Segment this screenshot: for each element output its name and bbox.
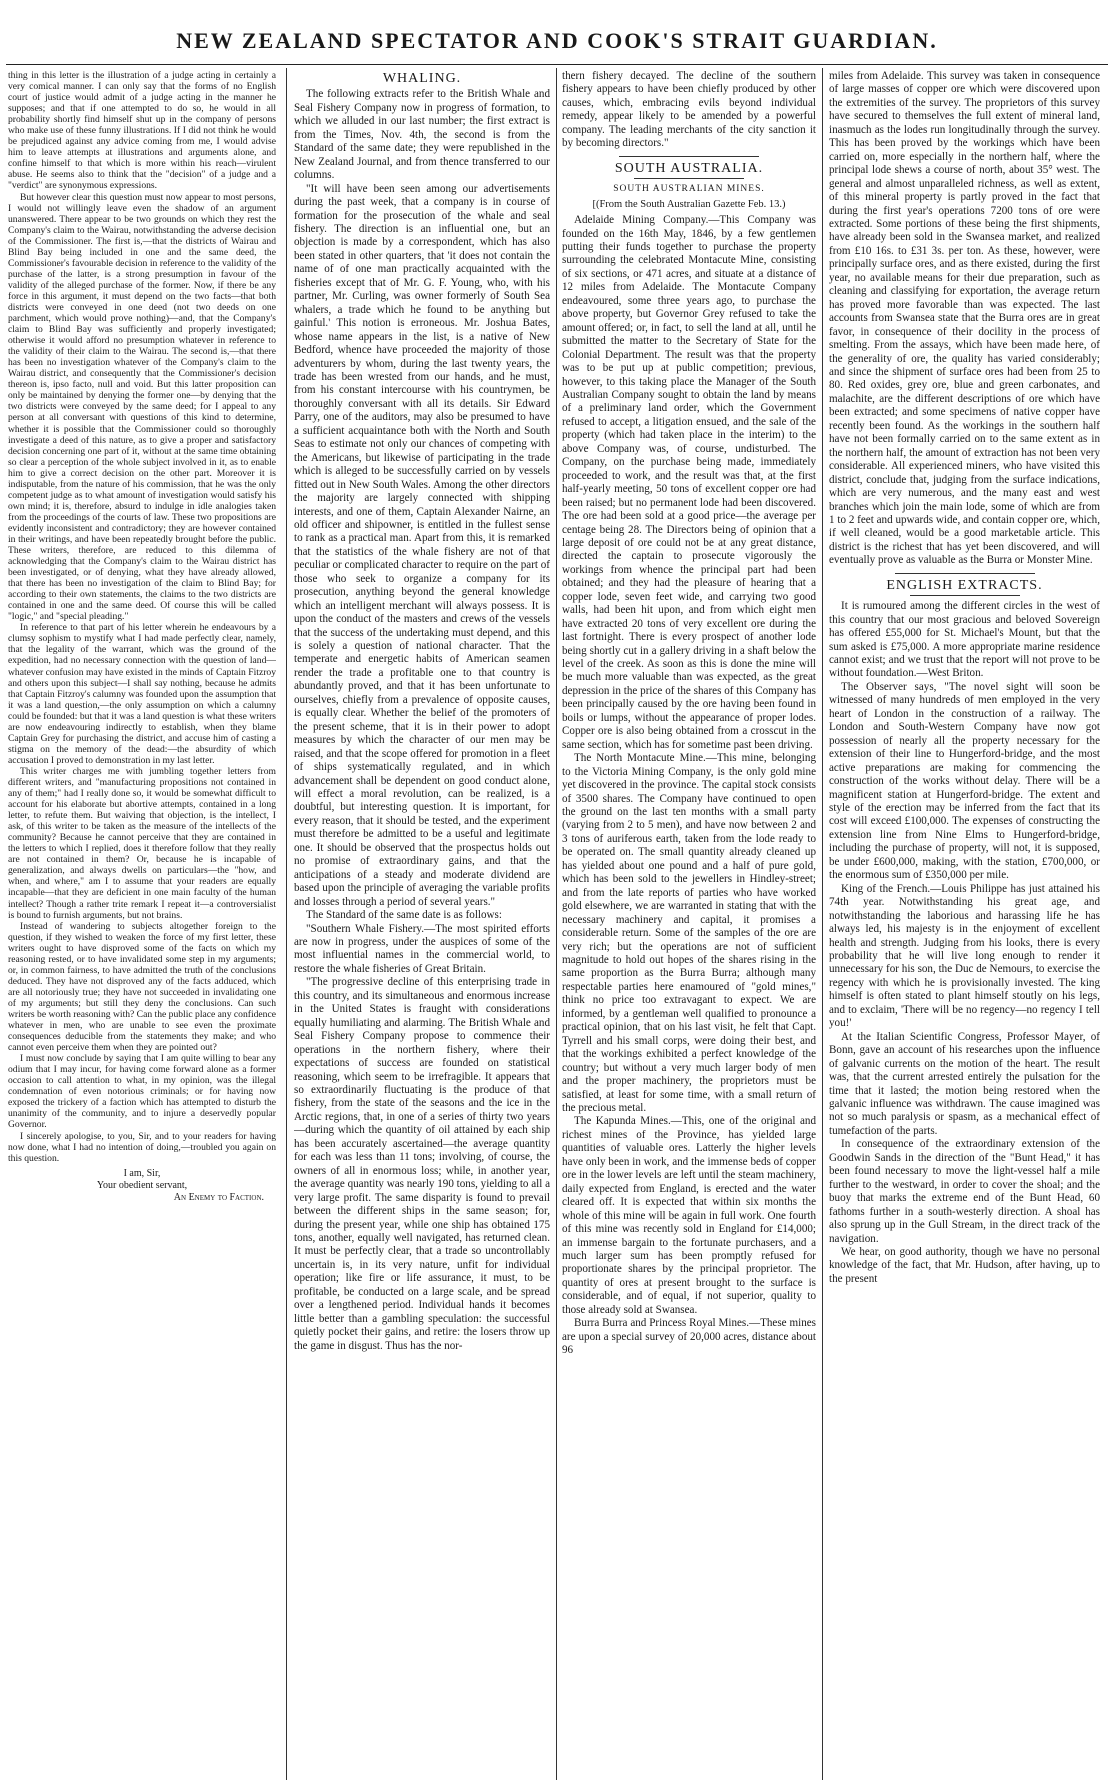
paragraph: "It will have been seen among our advertisements during the past week, that a company is in course of formation for the prosecution of the whale and seal fishery. The direction is an influential one, but an objection is made by a correspondent, which has also been stated in other quarters, that 'it does not contain the name of of one man practically acquainted with the fisheries except that of Mr. G. F. Young, who, with his partner, Mr. Curling, was owner formerly of South Sea whalers, a trade which he found to be anything but gainful.' This notion is erroneous. Mr. Joshua Bates, whose name appears in the list, is a native of New Bedford, whence have proceeded the majority of those adventurers by whom, during the last twenty years, the trade has been wrested from our hands, and he must, from his constant intercourse with his countrymen, be thoroughly conversant with all its details. Sir Edward Parry, one of the auditors, may also be presumed to have a sufficient acquaintance both with the North and South Seas to estimate not only our chances of competing with the Americans, but likewise of participating in the trade which is alleged to be successfully carried on by vessels fitted out in New South Wales. Among the other directors the majority are largely connected with shipping interests, and one of them, Captain Alexander Nairne, an old officer and shipowner, is entitled in the fullest sense to rank as a practical man. Apart from this, it is remarked that the statistics of the whale fishery are not of that peculiar or complicated character to require on the part of those who seek to organize a company for its prosecution, anything beyond the general knowledge which an intelligent merchant will always possess. It is upon the conduct of the masters and crews of the vessels that the success of the undertaking must depend, and this is solely a question of national character. That the temperate and energetic habits of American seamen render the trade a profitable one to that country is abundantly proved, and that it has been unfortunate to ourselves, chiefly from a prevalence of opposite causes, is equally clear. Whether the belief of the promoters of the present scheme, that it is in their power to adopt measures by which the character of our men may be raised, and that the scope offered for promotion in a fleet of ships systematically regulated, and in which advancement shall be dependent on good conduct alone, will effect a moral revolution, can be realized, is a doubtful, but interesting question. It is important, for every reason, that it should be tested, and the experiment must therefore be admitted to be a useful and legitimate one. It should be observed that the prospectus holds out no promise of extraordinary gains, and that the anticipations of a steady and moderate dividend are based upon the principle of averaging the variable profits and losses through a period of several years." [294, 182, 550, 908]
paragraph: In reference to that part of his letter wherein he endeavours by a clumsy sophism to mystify what I had made perfectly clear, namely, that the legality of the warrant, which was the ground of the expedition, had no necessary connection with the question of land—whatever confusion may have existed in the minds of Captain Fitzroy and others upon this subject—I shall say nothing, because he admits that Captain Fitzroy's calumny was founded upon the assumption that it was a land question,—the only assumption on which a calumny could be founded: but that it was a land question is what these writers are now endeavouring indirectly to establish, when they blame Captain Grey for purchasing the district, and accuse him of casting a stigma on the memory of the dead:—the absurdity of which accusation I proved to demonstration in my last letter. [8, 622, 276, 766]
section-rule [895, 573, 1035, 574]
column-1 [8, 70, 276, 1775]
paragraph: The Standard of the same date is as follows: [306, 909, 502, 922]
paragraph: The following extracts refer to the British Whale and Seal Fishery Company now in progress of formation, to which we alluded in our last number; the first extract is from the Times, Nov. 4th, the second is from the Standard of the same date; they were republished in the New Zealand Journal, and from thence transferred to our columns. [294, 88, 550, 182]
source-line: [(From the South Australian Gazette Feb. 13.) [592, 198, 786, 210]
paragraph: "Southern Whale Fishery.—The most spirited efforts are now in progress, under the auspices of some of the most influential names in the commercial world, to restore the whale fisheries of Great Britain. [294, 922, 550, 975]
paragraph: thing in this letter is the illustration of a judge acting in certainly a very comical manner. I can only say that the forms of no English court of justice would admit of a judge acting in the manner he supposes; and that if one attempted to do so, he would in all probability shortly find himself shut up in the company of persons who make use of these funny illustrations. If I did not think he would be prejudiced against any advice coming from me, I would advise him to leave attempts at illustrations and arguments alone, and confine himself to that which is more within his reach—virulent abuse. He seems also to think that the "decision" of a judge and a "verdict" are synonymous expressions. [8, 70, 276, 192]
section-heading-south-australia: SOUTH AUSTRALIA. [614, 160, 764, 176]
paragraph: But however clear this question must now appear to most persons, I would not willingly leave even the shadow of an argument unanswered. There appear to be two grounds on which they rest the Company's claim to the Wairau, notwithstanding the adverse decision of the Commissioner. The first is,—that the districts of Wairau and Blind Bay being included in one and the same deed, the Commissioner's favourable decision in reference to the validity of the purchase of the latter, is a strong presumption in favour of the validity of the alleged purchase of the former. Now, if there be any force in this argument, it must depend on the two facts—that both districts were conveyed in one deed (not two deeds on one parchment, which would prove nothing)—and, that the Company's claim to Blind Bay was sufficiently and properly investigated; otherwise it would afford no presumption whatever in reference to the validity of their claim to the Wairau. The second is,—that there has been no investigation whatever of the Company's claim to the Wairau district, and consequently that the Commissioner's decision thereon is, ipso facto, null and void. But this latter proposition can only be maintained by denying the former one—by denying that the two districts were conveyed by the same deed; for I appeal to any person at all conversant with questions of this kind to determine, whether it is possible that the Commissioner could so thoroughly investigate a deed of this nature, as to give a proper and satisfactory decision concerning one part of it, without at the same time obtaining so clear a perception of the whole subject involved in it, as to enable him to give a correct decision on the other part. Moreover it is indisputable, from the nature of his commission, that he was the only competent judge as to what amount of investigation would satisfy his own mind; it is, therefore, absurd to indulge in idle analogies taken from the proceedings of the courts of law. These two propositions are evidently inconsistent and contradictory; they are however contained in their writings, and have been repeatedly brought before the public. These writers, therefore, are reduced to this dilemma of acknowledging that the Company's claim to the Wairau district has been investigated, or of denying, what they have already allowed, that there has been no investigation of the claim to Blind Bay; for according to their own statements, the claims to the two districts are contained in one and the same deed. Of course this will be called "logic," and "special pleading." [8, 191, 276, 623]
signature: An Enemy to Faction. [173, 1191, 264, 1203]
column-divider [286, 68, 287, 1780]
paragraph: The Kapunda Mines.—This, one of the original and richest mines of the Province, has yielded large quantities of valuable ores. Latterly the higher levels have only been in work, and the immense beds of copper ore in the lower levels are left until the steam machinery, daily expected from England, is erected and the water cleared off. It is expected that within six months the whole of this mine will be again in full work. One fourth of this mine was recently sold in England for £14,000; an immense bargain to the fortunate purchasers, and a much larger sum has been promptly refused for proportionate shares by the principal proprietor. The quantity of ores at present brought to the surface is considerable, and of equal, if not superior, quality to those already sold at Swansea. [562, 1115, 816, 1316]
paragraph: In consequence of the extraordinary extension of the Goodwin Sands in the direction of the "Bunt Head," it has been found necessary to move the light-vessel half a mile further to the westward, in order to cover the shoal; and the buoy that marks the extreme end of the Bunt Head, 60 fathoms further in a south-westerly direction. A shoal has also sprung up in the Gull Stream, in the direct track of the navigation. [829, 1138, 1100, 1245]
closing: I am, Sir, [123, 1167, 161, 1179]
paragraph: Adelaide Mining Company.—This Company was founded on the 16th May, 1846, by a few gentlemen putting their funds together to purchase the property surrounding the celebrated Montacute Mine, consisting of six sections, or 471 acres, and situate at a distance of 12 miles from Adelaide. The Montacute Company endeavoured, some three years ago, to purchase the above property, but Governor Grey refused to take the amount offered; or, in fact, to sell the land at all, until he submitted the matter to the Secretary of State for the Colonial Department. The result was that the property was to be put up at public competition; previous, however, to this taking place the Manager of the South Australian Company sought to obtain the land by means of a preliminary land order, which the Government refused to accept, a litigation ensued, and the sale of the property (which had taken place in the interim) to the above Company was, of course, undisturbed. The Company, on the purchase being made, immediately proceeded to work, and the result was that, at the first half-yearly meeting, 50 tons of excellent copper ore had been raised; but no permanent lode had been discovered. The ore had been sold at a good price—the average per centage being 28. The Directors being of opinion that a large deposit of ore could not be at any great distance, directed the captain to prosecute vigorously the workings from whence the principal part had been obtained; and they had the pleasure of hearing that a copper lode, seven feet wide, and carrying two good walls, had been hit upon, and from which eight men have extracted 20 tons of very excellent ore during the last fortnight. There is every prospect of another lode being shortly cut in a gallery driving in a shaft below the level of the creek. As soon as this is done the mine will be much more valuable than was expected, as the great depression in the price of the shares of this Company has been principally caused by the ore having been found in boils or lumps, without the appearance of proper lodes. Copper ore is also being obtained from a crosscut in the same section, which has for sometime past been driving. [562, 214, 816, 751]
column-divider [822, 68, 823, 1780]
paragraph: "The progressive decline of this enterprising trade in this country, and its simultaneous and enormous increase in the United States is fraught with considerations equally humiliating and alarming. The British Whale and Seal Fishery Company propose to commence their operations in the northern fishery, where their expectations of success are founded on statistical reasoning, which seem to be irrefragible. It appears that so extraordinarily fluctuating is the produce of that fishery, from the state of the seasons and the ice in the Arctic regions, that, in one of a series of thirty two years—during which the quantity of oil attained by each ship has been accurately ascertained—the average quantity for each was less than 11 tons; involving, of course, the owners of all in enormous loss; while, in another year, the average quantity was nearly 190 tons, yielding to all a very large profit. The same disparity is found to prevail between the different ships in the same season; for, during the present year, while one ship has obtained 175 tons, another, equally well navigated, has returned clean. It must be perfectly clear, that a trade so uncontrollably uncertain is, in its very nature, unfit for individual operation; like fire or life assurance, it must, to be profitable, be conducted on a large scale, and be spread over a lengthened period. Individual hands it becomes little better than a gambling speculation: the successful quietly pocket their gains, and retire: the losers throw up the game in disgust. Thus has the nor- [294, 976, 550, 1352]
column-4 [829, 70, 1100, 1775]
paragraph: thern fishery decayed. The decline of the southern fishery appears to have been chiefly produced by other causes, which, embracing evils beyond individual remedy, appear likely to be amended by a powerful company. The leading merchants of the city sanction it by becoming directors." [562, 70, 816, 150]
section-rule [910, 595, 1020, 596]
paragraph: I must now conclude by saying that I am quite willing to bear any odium that I may incur, for having come forward alone as a former occasion to call attention to what, in my opinion, was the illegal condemnation of even notorious criminals; or for having now exposed the trickery of a faction which has attempted to disturb the unanimity of the community, and to injure a deservedly popular Governor. [8, 1053, 276, 1131]
paragraph: The Observer says, "The novel sight will soon be witnessed of many hundreds of men employed in the very heart of London in the construction of a railway. The London and South-Western Company have now got possession of nearly all the property necessary for the extension of their line to Hungerford-bridge, and the most active preparations are making for commencing the construction of the works without delay. There will be a magnificent station at Hungerford-bridge. The extent and style of the erection may be inferred from the fact that its cost will exceed £100,000. The expenses of constructing the extension line from Nine Elms to Hungerford-bridge, including the purchase of property, will not, it is supposed, be under £600,000, making, with the station, £700,000, or the enormous sum of £350,000 per mile. [829, 680, 1100, 882]
masthead: NEW ZEALAND SPECTATOR AND COOK'S STRAIT GUARDIAN. [176, 28, 938, 53]
paragraph: We hear, on good authority, though we have no personal knowledge of the fact, that Mr. Hudson, after having, up to the present [829, 1245, 1100, 1285]
column-3 [562, 70, 816, 1775]
section-heading-whaling: WHALING. [382, 71, 462, 86]
section-rule [619, 156, 759, 157]
paragraph: This writer charges me with jumbling together letters from different writers, and "manufacturing propositions not contained in any of them;" had I really done so, it would be somewhat difficult to account for his elaborate but abortive attempts, contained in a long letter, to refute them. But waiving that objection, is the intellect, I ask, of this writer to be taken as the measure of the intellects of the community? Because he cannot perceive that they are contained in the letters to which I replied, does it therefore follow that they really are not contained in them? Or, because he is incapable of generalization, and always dwells on particulars—the "how, and when, and where," am I to assume that your readers are equally incapable—that they are deficient in one main faculty of the human intellect? Though a rather trite remark I repeat it—a controversialist is bound to furnish arguments, but not brains. [8, 765, 276, 921]
paragraph: At the Italian Scientific Congress, Professor Mayer, of Bonn, gave an account of his researches upon the influence of galvanic currents on the motion of the heart. The result was, that the current arrested entirely the pulsation for the time that it lasted; the motion being restored when the galvanic influence was withdrawn. The cause imagined was not so much paralysis or spasm, as a mechanical effect of tumefaction of the parts. [829, 1030, 1100, 1137]
section-heading-english-extracts: ENGLISH EXTRACTS. [886, 577, 1043, 593]
column-divider [556, 68, 557, 1780]
closing-servant: Your obedient servant, [96, 1179, 188, 1191]
paragraph: Instead of wandering to subjects altogether foreign to the question, if they wished to weaken the force of my first letter, these writers ought to have disproved some of the facts on which my reasoning rested, or to have invalidated some step in my arguments; or, in common fairness, to have admitted the truth of the conclusions deduced. They have not disproved any of the facts adduced, which are all notoriously true; they have not succeeded in invalidating one of my arguments; but still they deny the conclusions. Can such writers be worth reasoning with? Can the public place any confidence whatever in men, who are unable to see even the proximate consequences deducible from the statements they make; and who cannot even perceive them when they are pointed out? [8, 920, 276, 1054]
masthead-rule [6, 64, 1108, 65]
paragraph: Burra Burra and Princess Royal Mines.—These mines are upon a special survey of 20,000 acres, distance about 96 [562, 1317, 816, 1357]
section-rule [634, 178, 744, 179]
paragraph: King of the French.—Louis Philippe has just attained his 74th year. Notwithstanding his great age, and notwithstanding the laborious and harassing life he has always led, his majesty is in the enjoyment of excellent health and strength. Judging from his looks, there is every probability that he will live long enough to render it unnecessary for his son, the Duc de Nemours, to exercise the regency with which he is provisionally invested. The king himself is often stated to plant himself stoutly on his legs, and to exclaim, 'There will be no regency—no regency I tell you!' [829, 882, 1100, 1030]
column-2 [294, 70, 550, 1775]
paragraph: miles from Adelaide. This survey was taken in consequence of large masses of copper ore which were discovered upon the extremities of the survey. The proprietors of this survey have secured to themselves the full extent of mineral land, inasmuch as the lodes run longitudinally through the survey. This has been proved by the workings which have been carried on, more especially in the northern half, where the principal lode shews a course of north, about 35° west. The general and almost unparalleled richness, as well as extent, of this mineral property is partly proved in the fact that during the first year's operations 7200 tons of ore were extracted. Some portions of these being the first shipments, have already been sold in the Swansea market, and realized from £10 16s. to £31 3s. per ton. As these, however, were principally surface ores, and as there existed, during the first year, no available means for their due preparation, such as cleaning and classifying for exportation, the average return has proved more favorable than was expected. The last accounts from Swansea state that the Burra ores are in great favor, in consequence of their docility in the process of smelting. From the assays, which have been made here, of the generality of ore, the quality has varied considerably; and since the shipment of surface ores had been from 25 to 80. Red oxides, grey ore, blue and green carbonates, and malachite, are the different descriptions of ore which have been extracted; and some specimens of native copper have recently been found. As the workings in the southern half have not been formally carried on to the same extent as in the northern half, the amount of extraction has not been very considerable. All experienced miners, who have visited this district, conclude that, judging from the surface indications, which are very numerous, and the many east and west branches which join the main lode, some of which are from 1 to 2 feet and upwards wide, and contain copper ore, which, if well cleaned, would be a good marketable article. This district is the richest that has yet been discovered, and will eventually prove as valuable as the Burra or Monster Mine. [829, 70, 1100, 567]
paragraph: I sincerely apologise, to you, Sir, and to your readers for having now done, what I had no intention of doing,—troubled you again on this question. [8, 1130, 276, 1164]
paragraph: The North Montacute Mine.—This mine, belonging to the Victoria Mining Company, is the only gold mine yet discovered in the province. The capital stock consists of 3500 shares. The Company have continued to open the ground on the last ten months with a small party (varying from 2 to 5 men), and have now between 2 and 3 tons of auriferous earth, taken from the lode ready to be operated on. The small quantity already cleaned up has yielded about one pound and a half of pure gold, which has been sold to the jewellers in Hindley-street; and from the late reports of parties who have worked gold elsewhere, we are warranted in stating that with the necessary machinery and capital, it promises a considerable return. Some of the samples of the ore are very rich; but the operations are not of sufficient magnitude to hold out hopes of the shares rising in the same proportion as the Burra Burra; although many respectable parties here enamoured of "gold mines," think no price too extravagant to expect. We are informed, by a gentleman well qualified to pronounce a practical opinion, that on his last visit, he felt that Capt. Tyrrell and his small corps, were doing their best, and that the workings exhibited a perfect knowledge of the country; but without a very much larger body of men and the proper machinery, the proprietors must be satisfied, at least for some time, with a small return of the precious metal. [562, 752, 816, 1114]
paragraph: It is rumoured among the different circles in the west of this country that our most gracious and beloved Sovereign has offered £55,000 for St. Michael's Mount, but that the sum asked is £75,000. A more appropriate marine residence cannot exist; and we trust that the report will not prove to be without foundation.—West Briton. [829, 600, 1100, 680]
subheading: SOUTH AUSTRALIAN MINES. [613, 184, 765, 195]
